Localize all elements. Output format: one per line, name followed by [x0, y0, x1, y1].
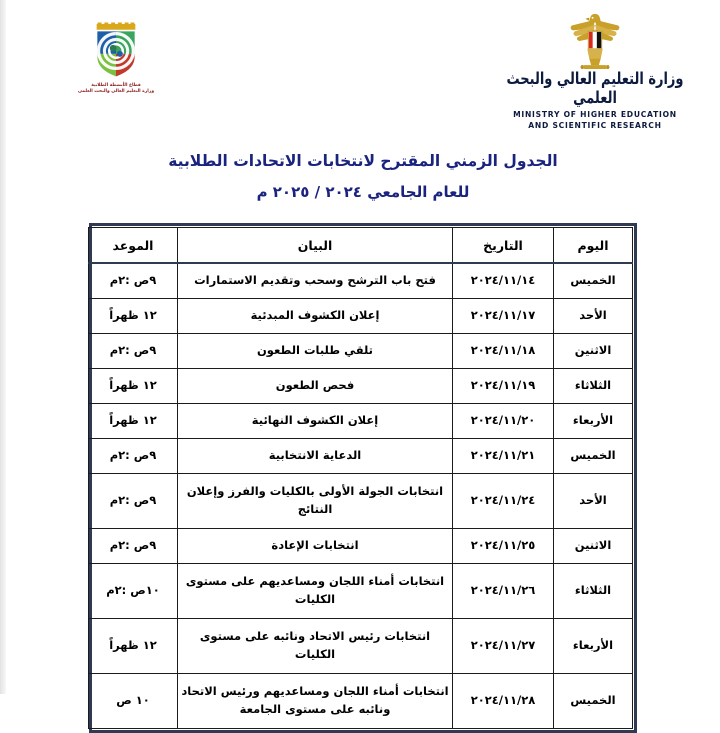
cell-statement: انتخابات أمناء اللجان ومساعديهم على مستوى الكليات: [178, 564, 453, 619]
table-row: [89, 474, 633, 529]
crest-caption-line-2: وزارة التعليم العالي والبحث العلمي: [77, 89, 155, 95]
table-row: [89, 369, 633, 404]
crest-caption-line-1: قطاع الأنشطة الطلابية: [91, 83, 141, 88]
cell-time: ١٢ ظهراً: [89, 619, 178, 674]
cell-date: ٢٠٢٤/١١/٢٧: [453, 619, 554, 674]
cell-day: الاثنين: [554, 529, 633, 564]
table-row: [89, 263, 633, 299]
cell-day: الخميس: [554, 439, 633, 474]
cell-day: الثلاثاء: [554, 369, 633, 404]
cell-time: ١٢ ظهراً: [89, 369, 178, 404]
cell-date: ٢٠٢٤/١١/٢٦: [453, 564, 554, 619]
table-row: [89, 439, 633, 474]
cell-time: ٩ص :٢م: [89, 263, 178, 299]
table-row: [89, 334, 633, 369]
page-title: [6, 152, 720, 201]
student-unions-emblem-caption: [56, 83, 176, 96]
cell-date: ٢٠٢٤/١١/١٨: [453, 334, 554, 369]
cell-statement: الدعاية الانتخابية: [178, 439, 453, 474]
ministry-name-english: [500, 109, 690, 131]
student-unions-crest-icon: [87, 22, 145, 80]
schedule-table-body: [89, 263, 633, 729]
cell-time: ٩ص :٢م: [89, 334, 178, 369]
cell-day: الأحد: [554, 299, 633, 334]
cell-date: ٢٠٢٤/١١/٢٤: [453, 474, 554, 529]
table-header-row: [89, 228, 633, 264]
cell-date: ٢٠٢٤/١١/٢٥: [453, 529, 554, 564]
cell-day: الأربعاء: [554, 404, 633, 439]
cell-day: الاثنين: [554, 334, 633, 369]
cell-statement: انتخابات الإعادة: [178, 529, 453, 564]
schedule-table: [88, 227, 633, 729]
table-row: [89, 529, 633, 564]
table-row: [89, 299, 633, 334]
cell-statement: إعلان الكشوف المبدئية: [178, 299, 453, 334]
table-row: [89, 619, 633, 674]
ministry-name-arabic: وزارة التعليم العالي والبحث العلمي: [506, 70, 684, 108]
ministry-english-line-1: MINISTRY OF HIGHER EDUCATION: [513, 110, 677, 119]
cell-day: الثلاثاء: [554, 564, 633, 619]
cell-time: ٩ص :٢م: [89, 529, 178, 564]
schedule-table-frame: [89, 223, 637, 733]
student-unions-emblem: [56, 22, 176, 96]
cell-date: ٢٠٢٤/١١/١٩: [453, 369, 554, 404]
cell-day: الخميس: [554, 263, 633, 299]
cell-statement: انتخابات أمناء اللجان ومساعديهم ورئيس الاتحاد ونائبه على مستوى الجامعة: [178, 674, 453, 729]
column-header-time: الموعد: [89, 228, 178, 264]
cell-time: ١٢ ظهراً: [89, 404, 178, 439]
cell-date: ٢٠٢٤/١١/١٧: [453, 299, 554, 334]
column-header-date: التاريخ: [453, 228, 554, 264]
cell-statement: انتخابات رئيس الاتحاد ونائبه على مستوى الكليات: [178, 619, 453, 674]
document-sheet: [6, 0, 720, 716]
cell-time: ١٠ ص: [89, 674, 178, 729]
ministry-emblem: [500, 10, 690, 131]
table-row: [89, 404, 633, 439]
page-title-line-1: الجدول الزمني المقترح لانتخابات الاتحادات الطلابية: [168, 152, 558, 170]
cell-statement: انتخابات الجولة الأولى بالكليات والفرز وإعلان النتائج: [178, 474, 453, 529]
table-row: [89, 674, 633, 729]
cell-statement: إعلان الكشوف النهائية: [178, 404, 453, 439]
table-row: [89, 564, 633, 619]
cell-time: ٩ص :٢م: [89, 439, 178, 474]
letterhead: [6, 0, 720, 140]
column-header-statement: البيان: [178, 228, 453, 264]
cell-date: ٢٠٢٤/١١/٢٨: [453, 674, 554, 729]
cell-statement: فحص الطعون: [178, 369, 453, 404]
cell-time: ١٢ ظهراً: [89, 299, 178, 334]
column-header-day: اليوم: [554, 228, 633, 264]
cell-day: الأربعاء: [554, 619, 633, 674]
cell-day: الأحد: [554, 474, 633, 529]
cell-date: ٢٠٢٤/١١/٢١: [453, 439, 554, 474]
cell-time: ١٠ص :٢م: [89, 564, 178, 619]
cell-statement: فتح باب الترشح وسحب وتقديم الاستمارات: [178, 263, 453, 299]
egypt-eagle-emblem-icon: [566, 10, 624, 72]
cell-date: ٢٠٢٤/١١/٢٠: [453, 404, 554, 439]
page-title-line-2: للعام الجامعي ٢٠٢٤ / ٢٠٢٥ م: [256, 183, 470, 201]
cell-time: ٩ص :٢م: [89, 474, 178, 529]
cell-statement: تلقي طلبات الطعون: [178, 334, 453, 369]
cell-day: الخميس: [554, 674, 633, 729]
cell-date: ٢٠٢٤/١١/١٤: [453, 263, 554, 299]
ministry-english-line-2: AND SCIENTIFIC RESEARCH: [528, 121, 662, 130]
